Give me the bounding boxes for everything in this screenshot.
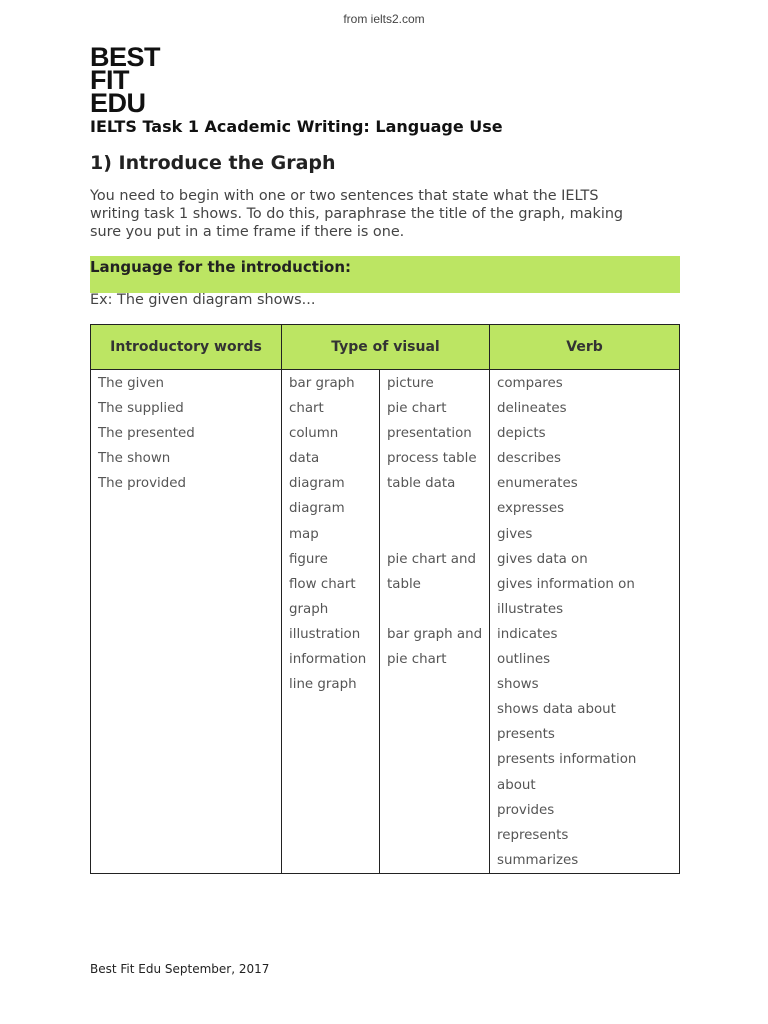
list-item: table data xyxy=(387,476,456,492)
list-item: The presented xyxy=(98,426,195,442)
list-item: pie chart xyxy=(387,652,447,668)
list-item: map xyxy=(289,526,319,542)
paragraph-line: sure you put in a time frame if there is one. xyxy=(90,224,405,240)
list-item: The shown xyxy=(98,451,171,467)
list-item: presentation xyxy=(387,426,472,442)
list-item: flow chart xyxy=(289,576,356,592)
list-item: bar graph and xyxy=(387,626,483,642)
list-item: describes xyxy=(497,451,562,467)
list-item: depicts xyxy=(497,426,546,442)
language-heading-band xyxy=(90,256,680,293)
list-item: pie chart xyxy=(387,401,447,417)
list-item: summarizes xyxy=(497,852,579,868)
verbs-cell xyxy=(490,370,680,874)
list-item: table xyxy=(387,576,421,592)
table-body-row xyxy=(91,370,680,874)
intro-paragraph xyxy=(90,187,680,241)
vocabulary-table xyxy=(90,324,680,874)
list-item xyxy=(387,522,489,547)
list-item: graph xyxy=(289,601,329,617)
list-item: delineates xyxy=(497,401,567,417)
visual-list-1 xyxy=(282,370,379,697)
footer: Best Fit Edu September, 2017 xyxy=(90,962,270,976)
list-item: bar graph xyxy=(289,376,355,391)
list-item: information xyxy=(289,652,367,668)
list-item: diagram xyxy=(289,476,345,492)
list-item: presents information xyxy=(497,752,637,768)
visual-col1-cell xyxy=(282,370,380,874)
list-item: illustrates xyxy=(497,601,564,617)
intro-words-list xyxy=(91,370,281,496)
paragraph-line: You need to begin with one or two sentences that state what the IELTS xyxy=(90,188,599,204)
list-item: pie chart and xyxy=(387,551,476,567)
logo xyxy=(90,42,161,118)
section-heading: 1) Introduce the Graph xyxy=(90,152,336,174)
list-item: provides xyxy=(497,802,555,818)
list-item: column xyxy=(289,426,339,442)
logo-line-edu: EDU xyxy=(90,88,146,118)
list-item: gives xyxy=(497,526,533,542)
list-item: The supplied xyxy=(98,401,184,417)
list-item: figure xyxy=(289,551,328,567)
list-item xyxy=(387,496,489,521)
list-item: expresses xyxy=(497,501,565,517)
header-type-of-visual: Type of visual xyxy=(282,325,490,370)
list-item: represents xyxy=(497,827,569,843)
list-item: presents xyxy=(497,727,555,743)
list-item: gives information on xyxy=(497,576,635,592)
visual-list-2 xyxy=(380,370,489,672)
list-item: picture xyxy=(387,376,434,391)
list-item: diagram xyxy=(289,501,345,517)
list-item: about xyxy=(497,777,536,793)
list-item: gives data on xyxy=(497,551,588,567)
list-item: chart xyxy=(289,401,324,417)
list-item: outlines xyxy=(497,652,551,668)
list-item: illustration xyxy=(289,626,361,642)
list-item: shows xyxy=(497,677,539,693)
logo-line-best: BEST xyxy=(90,42,161,72)
list-item: The given xyxy=(98,376,165,391)
list-item: shows data about xyxy=(497,702,616,718)
list-item: The provided xyxy=(98,476,186,492)
list-item: line graph xyxy=(289,677,357,693)
header-introductory-words: Introductory words xyxy=(91,325,282,370)
language-heading: Language for the introduction: xyxy=(90,258,352,276)
source-header: from ielts2.com xyxy=(343,12,425,26)
verbs-list xyxy=(490,370,679,873)
list-item: process table xyxy=(387,451,477,467)
paragraph-line: writing task 1 shows. To do this, paraphrase the title of the graph, making xyxy=(90,206,624,222)
logo-line-fit: FIT xyxy=(90,65,129,95)
header-verb: Verb xyxy=(490,325,680,370)
intro-words-cell xyxy=(91,370,282,874)
list-item: indicates xyxy=(497,626,558,642)
document-title: IELTS Task 1 Academic Writing: Language Use xyxy=(90,117,503,136)
list-item: compares xyxy=(497,376,563,391)
table-header-row xyxy=(91,325,680,370)
visual-col2-cell xyxy=(380,370,490,874)
list-item: data xyxy=(289,451,320,467)
list-item: enumerates xyxy=(497,476,578,492)
list-item xyxy=(387,597,489,622)
example-sentence: Ex: The given diagram shows... xyxy=(90,292,316,308)
